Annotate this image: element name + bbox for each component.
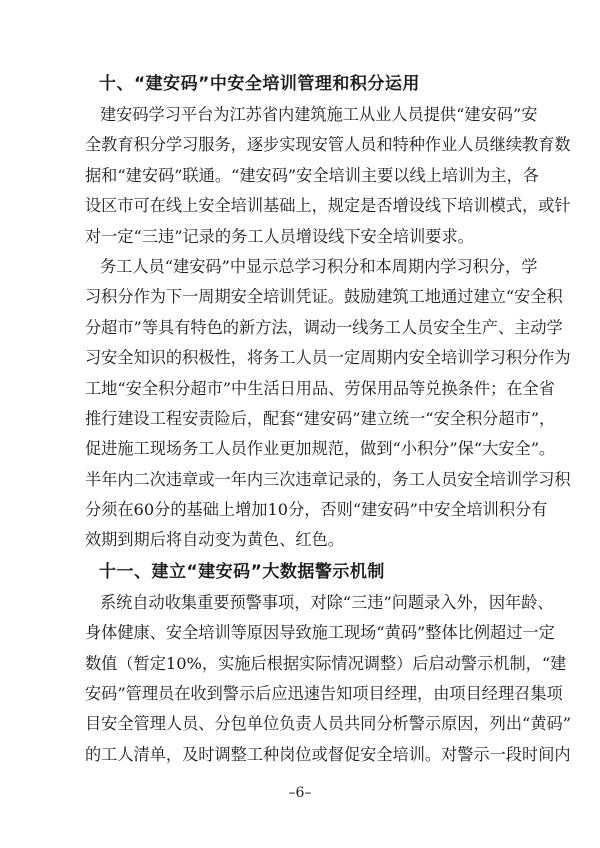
text-line: 设区市可在线上安全培训基础上，规定是否增设线下培训模式，或针 (85, 196, 571, 216)
text-line: 半年内二次违章或一年内三次违章记录的，务工人员安全培训学习积 (85, 469, 571, 489)
document-page (85, 68, 571, 770)
text-line: 推行建设工程安责险后，配套“建安码”建立统一“安全积分超市”， (85, 408, 556, 428)
text-line: 据和“建安码”联通。“建安码”安全培训主要以线上培训为主，各 (85, 165, 539, 185)
text-line: 数值（暂定10%，实施后根据实际情况调整）后启动警示机制，“建 (85, 653, 567, 673)
text-line: 工地“安全积分超市”中生活日用品、劳保用品等兑换条件；在全省 (85, 378, 555, 398)
text-line: 分超市”等具有特色的新方法，调动一线务工人员安全生产、主动学 (85, 317, 563, 337)
text-line: 习安全知识的积极性，将务工人员一定周期内安全培训学习积分作为 (85, 348, 571, 368)
text-line: 目安全管理人员、分包单位负责人员共同分析警示原因，列出“黄码” (85, 714, 571, 734)
section-11-heading: 十一、建立“建安码”大数据警示机制 (99, 561, 385, 582)
text-line: 习积分作为下一周期安全培训凭证。鼓励建筑工地通过建立“安全积 (85, 287, 563, 307)
text-line: 的工人清单，及时调整工种岗位或督促安全培训。对警示一段时间内 (85, 744, 571, 764)
text-line: 全教育积分学习服务，逐步实现安管人员和特种作业人员继续教育数 (85, 135, 571, 155)
section-11-paragraph-1 (85, 588, 571, 770)
text-line: 系统自动收集重要预警事项，对除“三违”问题录入外，因年龄、 (100, 592, 554, 612)
text-line: 效期到期后将自动变为黄色、红色。 (85, 530, 344, 550)
text-line: 务工人员“建安码”中显示总学习积分和本周期内学习积分，学 (100, 256, 538, 276)
text-line: 建安码学习平台为江苏省内建筑施工从业人员提供“建安码”安 (100, 105, 538, 124)
page-number: –6– (288, 785, 312, 801)
text-line: 分须在60分的基础上增加10分，否则“建安码”中安全培训积分有 (85, 500, 548, 520)
text-line: 安码”管理员在收到警示后应迅速告知项目经理，由项目经理召集项 (85, 684, 563, 704)
text-line: 对一定“三违”记录的务工人员增设线下安全培训要求。 (85, 226, 474, 246)
section-10-paragraph-1 (85, 100, 571, 252)
section-10-heading: 十、“建安码”中安全培训管理和积分运用 (99, 74, 420, 94)
text-line: 身体健康、安全培训等原因导致施工现场“黄码”整体比例超过一定 (85, 623, 555, 643)
section-10-paragraph-2 (85, 252, 571, 556)
text-line: 促进施工现场务工人员作业更加规范，做到“小积分”保“大安全”。 (85, 439, 556, 459)
